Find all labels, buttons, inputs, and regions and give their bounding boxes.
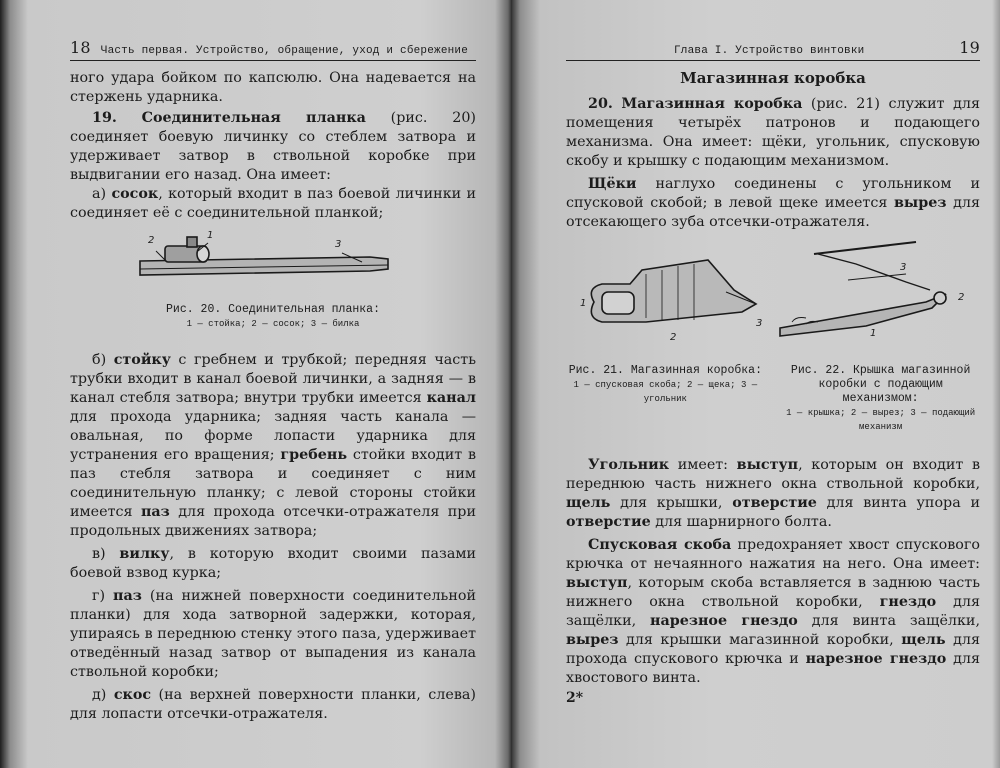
term-groove-lower: паз — [113, 588, 142, 604]
term-projection: выступ — [736, 457, 799, 473]
paragraph-text: для прохода спускового крючка и — [566, 632, 981, 667]
item-b — [70, 351, 476, 541]
paragraph-20 — [566, 95, 980, 171]
paragraph-text: , которым скоба вставляется в заднюю часть нижнего окна ствольной коробки, — [566, 575, 980, 610]
paragraph-continuation: ного удара бойком по капсюлю. Она надевается на стержень ударника. — [70, 70, 476, 105]
term-nipple: сосок — [111, 186, 159, 202]
item-v — [70, 545, 476, 583]
paragraph-text: для крышки, — [610, 495, 733, 511]
term-bevel: скос — [113, 687, 152, 703]
figures-21-22 — [566, 240, 980, 358]
term-slot: щель — [566, 495, 611, 511]
item-text: , который входит в паз боевой личинки и соединяет её с соединительной планкой; — [70, 186, 477, 221]
term-threaded-socket: нарезное гнездо — [650, 613, 798, 629]
figure-22-label-1: 1 — [870, 328, 877, 339]
figure-20-label-2: 2 — [148, 235, 155, 246]
term-ridge: гребень — [280, 447, 348, 463]
item-text: для прохода ударника; задняя часть канала — овальная, по форме лопасти ударника для устранения его вращения; — [70, 409, 476, 463]
term-cutout-2: вырез — [566, 632, 619, 648]
paragraph-number: 20. — [588, 96, 613, 112]
page-number-right: 19 — [959, 38, 980, 57]
item-g — [70, 587, 476, 682]
figure-22-label-2: 2 — [958, 292, 965, 303]
paragraph-text: наглухо соединены с угольником и спусковой скобой; в левой щеке имеется — [566, 176, 980, 211]
figure-20-drawing — [70, 229, 476, 301]
paragraph-text: для отсекающего зуба отсечки-отражателя. — [566, 195, 980, 230]
term-slot-2: щель — [901, 632, 946, 648]
item-prefix: в) — [92, 546, 120, 562]
figure-22-caption — [781, 364, 980, 434]
paragraph-text: предохраняет хвост спускового крючка от нечаянного нажатия на него. Она имеет: — [566, 537, 980, 572]
paragraph-19 — [70, 109, 476, 185]
running-head-title-right: Глава I. Устройство винтовки — [674, 45, 865, 57]
paragraph-trigger-guard — [566, 536, 980, 688]
figure-20-title: Рис. 20. Соединительная планка: — [166, 303, 380, 316]
paragraph-text: для крышки магазинной коробки, — [618, 632, 902, 648]
term-socket: гнездо — [879, 594, 937, 610]
term-fork: вилку — [119, 546, 170, 562]
item-a — [70, 185, 476, 223]
right-page — [512, 0, 1000, 768]
term-trigger-guard: Спусковая скоба — [588, 537, 732, 553]
running-head-right — [566, 38, 980, 61]
figure-21-label-1: 1 — [580, 298, 587, 309]
figure-21-title: Рис. 21. Магазинная коробка: — [568, 364, 762, 377]
figure-21-legend: 1 — спусковая скоба; 2 — щека; 3 — угольник — [573, 380, 758, 404]
figure-20-legend: 1 — стойка; 2 — сосок; 3 — билка — [186, 319, 360, 329]
paragraph-text: (рис. 20) соединяет боевую личинку со стеблем затвора и удерживает затвор в ствольной коробке при выдвигании его назад. Она имеет: — [70, 110, 476, 183]
paragraph-text: для хвостового винта. — [566, 651, 980, 686]
paragraph-text: имеет: — [669, 457, 737, 473]
item-prefix: г) — [92, 588, 114, 604]
item-text: для прохода отсечки-отражателя при продольных движениях затвора; — [70, 504, 476, 539]
figure-20 — [70, 229, 476, 301]
paragraph-text: для винта упора и — [816, 495, 980, 511]
figures-21-22-drawing — [566, 240, 980, 358]
term-hole: отверстие — [732, 495, 817, 511]
figure-captions — [566, 364, 980, 434]
paragraph-text: (рис. 21) служит для помещения четырёх патронов и подающего механизма. Она имеет: щёки, угольник, спусковую скобу и крышку с подающим механизмом. — [566, 96, 980, 169]
paragraph-number: 19. — [92, 110, 117, 126]
paragraph-cheeks — [566, 175, 980, 232]
page-number-left: 18 — [70, 38, 91, 57]
term-post: стойку — [113, 352, 171, 368]
figure-21-label-3: 3 — [756, 318, 763, 329]
item-prefix: д) — [92, 687, 114, 703]
item-text: (на верхней поверхности планки, слева) для лопасти отсечки-отражателя. — [70, 687, 476, 722]
paragraph-text: для винта защёлки, — [797, 613, 981, 629]
term-channel: канал — [426, 390, 476, 406]
figure-22-legend: 1 — крышка; 2 — вырез; 3 — подающий механизм — [786, 408, 976, 432]
paragraph-bracket — [566, 456, 980, 532]
paragraph-text: для шарнирного болта. — [650, 514, 832, 530]
term-connecting-bar: Соединительная планка — [141, 110, 366, 126]
item-prefix: б) — [92, 352, 114, 368]
figure-20-caption — [70, 303, 476, 331]
paragraph-text: для защёлки, — [566, 594, 980, 629]
running-head-title-left: Часть первая. Устройство, обращение, уход и сбережение — [100, 45, 469, 57]
item-text: стойки входит в паз стебля затвора и соединяет с ним соединительную планку; с левой стороны стойки имеется — [70, 447, 476, 520]
term-magazine-box: Магазинная коробка — [621, 96, 803, 112]
item-text: (на нижней поверхности соединительной планки) для хода затворной задержки, которая, упираясь в переднюю стенку этого паза, удерживает отведённый назад затвор от выпадения из канала ствольной коробки; — [70, 588, 476, 680]
figure-22-title: Рис. 22. Крышка магазинной коробки с подающим механизмом: — [790, 364, 971, 405]
term-angle-piece: Угольник — [588, 457, 670, 473]
paragraph-text: , которым он входит в переднюю часть нижнего окна ствольной коробки, — [566, 457, 980, 492]
figure-21-label-2: 2 — [670, 332, 677, 343]
term-cutout: вырез — [893, 195, 947, 211]
signature-mark: 2* — [566, 690, 584, 706]
item-text: с гребнем и трубкой; передняя часть трубки входит в канал боевой личинки, а задняя — в канал стебля затвора; внутри трубки имеется — [70, 352, 477, 406]
figure-20-label-1: 1 — [207, 230, 214, 241]
figure-20-label-3: 3 — [335, 239, 342, 250]
item-d — [70, 686, 476, 724]
term-projection-2: выступ — [566, 575, 628, 591]
running-head-left — [70, 38, 476, 61]
figure-22-label-3: 3 — [900, 262, 907, 273]
term-cheeks: Щёки — [588, 176, 637, 192]
term-groove: паз — [140, 504, 170, 520]
term-threaded-socket-2: нарезное гнездо — [805, 651, 947, 667]
item-prefix: а) — [92, 186, 112, 202]
item-text: , в которую входит своими пазами боевой взвод курка; — [70, 546, 476, 581]
figure-21-caption — [566, 364, 765, 434]
section-title: Магазинная коробка — [680, 69, 866, 87]
term-hole-2: отверстие — [566, 514, 651, 530]
